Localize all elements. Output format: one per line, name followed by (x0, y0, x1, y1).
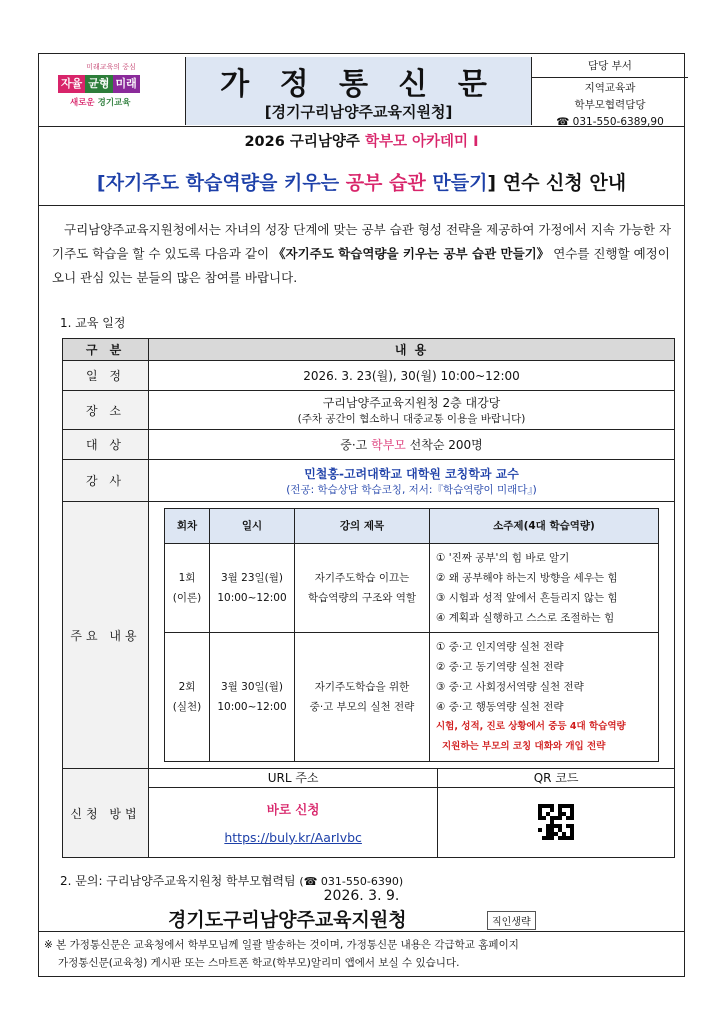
schedule-header-row (63, 339, 675, 361)
label-lecturer: 강 사 (63, 460, 149, 502)
intro-text2: 연수를 진행할 예정이오니 관심 있는 분들의 많은 참여를 바랍니다. (52, 246, 670, 285)
label-apply: 신청 방법 (63, 769, 149, 858)
row-place (63, 391, 675, 430)
org-name: [경기구리남양주교육지원청] (264, 103, 453, 121)
title-box (185, 57, 532, 125)
logo-slogan: 미래교육의 중심 (86, 63, 136, 71)
apply-url-link[interactable]: https://buly.kr/AarIvbc (224, 829, 362, 845)
lecturer-detail: (전공: 학습상담 학습코칭, 저서:『학습역량이 미래다』) (286, 483, 537, 496)
session2-kind: (실천) (172, 701, 202, 713)
logo-word-future: 미래 (113, 75, 140, 93)
session1-topic: ③ 시험과 성적 앞에서 흔들리지 않는 힘 (436, 592, 618, 604)
session-row-1 (165, 544, 659, 633)
label-content: 주요 내용 (63, 502, 149, 769)
qr-code[interactable] (538, 804, 574, 840)
value-date: 2026. 3. 23(월), 30(월) 10:00~12:00 (149, 361, 675, 391)
session2-time: 10:00~12:00 (217, 701, 287, 713)
lecturer-name: 민철홍-고려대학교 대학원 코칭학과 교수 (304, 466, 519, 481)
session1-no: 1회 (178, 572, 196, 584)
session1-topic: ② 왜 공부해야 하는지 방향을 세우는 힘 (436, 572, 618, 584)
session-header-row (165, 509, 659, 544)
session-header-title: 강의 제목 (295, 509, 430, 544)
session1-date: 3월 23일(월) (220, 572, 283, 584)
page-title: 가 정 통 신 문 (220, 67, 497, 102)
row-target (63, 430, 675, 460)
session2-topic: ③ 중·고 사회정서역량 실천 전략 (436, 681, 584, 693)
label-place: 장 소 (63, 391, 149, 430)
session2-topic: ④ 중·고 행동역량 실천 전략 (436, 701, 564, 713)
apply-subtable (149, 769, 674, 857)
session2-topic: ② 중·고 동기역량 실천 전략 (436, 661, 564, 673)
header-content: 내 용 (149, 339, 675, 361)
row-content (63, 502, 675, 769)
row-date (63, 361, 675, 391)
apply-qr-header: QR 코드 (438, 769, 674, 787)
label-target: 대 상 (63, 430, 149, 460)
target-pre: 중·고 (340, 438, 368, 452)
dept-label: 담당 부서 (588, 60, 632, 72)
dept-phone: 031-550-6389,90 (572, 116, 664, 128)
session2-topic: ① 중·고 인지역량 실천 전략 (436, 641, 564, 653)
headline-part1: 자기주도 학습역량을 키우는 (105, 172, 340, 194)
session2-no: 2회 (178, 681, 196, 693)
session-table (164, 508, 659, 762)
session1-time: 10:00~12:00 (217, 592, 287, 604)
session2-note1: 시험, 성적, 진로 상황에서 중등 4대 학습역량 (436, 721, 626, 732)
seal-omitted-stamp: 직인생략 (487, 911, 536, 930)
session2-note2: 지원하는 부모의 코칭 대화와 개입 전략 (442, 741, 606, 752)
row-apply (63, 769, 675, 858)
footer-note (44, 936, 680, 972)
intro-text1: 구리남양주교육지원청에서는 자녀의 성장 단계에 맞는 공부 습관 형성 전략을 제공하여 가정에서 지속 가능한 자기주도 학습을 할 수 있도록 다음과 같이 (52, 222, 672, 261)
intro-paragraph (52, 218, 680, 290)
headline-open: [ (96, 172, 106, 194)
issue-date: 2026. 3. 9. (323, 888, 400, 904)
phone-icon: ☎ (556, 116, 570, 128)
dept-info (538, 58, 682, 131)
place-note: (주차 공간이 협소하니 대중교통 이용을 바랍니다) (297, 413, 526, 425)
logo-sub-new: 새로운 (70, 98, 95, 108)
logo-sub-edu: 경기교육 (97, 98, 131, 108)
footer-note-line2: 가정통신문(교육청) 게시판 또는 스마트폰 학교(학부모)알리미 앱에서 보실 수 있습니다. (58, 957, 460, 969)
session1-title2: 학습역량의 구조와 역할 (307, 592, 417, 604)
session2-title2: 중·고 부모의 실천 전략 (309, 701, 415, 713)
footer-note-line1: ※ 본 가정통신문은 교육청에서 학부모님께 일괄 발송하는 것이며, 가정통신문 내용은 각급학교 홈페이지 (44, 939, 519, 951)
academy-prefix: 2026 구리남양주 (244, 134, 360, 150)
headline-divider (38, 205, 685, 206)
label-date: 일 정 (63, 361, 149, 391)
session2-date: 3월 30일(월) (220, 681, 283, 693)
schedule-table (62, 338, 675, 858)
session1-topic: ④ 계획과 실행하고 스스로 조절하는 힘 (436, 612, 615, 624)
academy-title (38, 130, 685, 151)
row-lecturer (63, 460, 675, 502)
session-header-no: 회차 (165, 509, 210, 544)
session1-kind: (이론) (172, 592, 202, 604)
academy-suffix: Ⅰ (473, 134, 479, 150)
headline-part3: 만들기 (432, 172, 488, 194)
logo-word-autonomy: 자율 (58, 75, 85, 93)
session1-title1: 자기주도학습 이끄는 (314, 572, 410, 584)
session-header-topics: 소주제(4대 학습역량) (430, 509, 659, 544)
target-highlight: 학부모 (371, 438, 406, 452)
contact-text: 2. 문의: 구리남양주교육지원청 학부모협력팀 (60, 874, 296, 888)
dept-team: 학부모협력담당 (574, 99, 646, 111)
intro-emphasis: 《자기주도 학습역량을 키우는 공부 습관 만들기》 (273, 246, 550, 261)
headline (38, 168, 685, 195)
apply-now-link[interactable]: 바로 신청 (266, 801, 320, 817)
session1-topic: ① '진짜 공부'의 힘 바로 알기 (436, 552, 570, 564)
logo-word-balance: 균형 (85, 75, 112, 93)
session-header-date: 일시 (210, 509, 295, 544)
value-place: 구리남양주교육지원청 2층 대강당 (322, 396, 501, 410)
signer-name: 경기도구리남양주교육지원청 (168, 909, 407, 931)
session-row-2 (165, 633, 659, 762)
contact-line (60, 872, 403, 889)
gyeonggi-education-logo (52, 62, 170, 122)
apply-url-header: URL 주소 (149, 769, 438, 787)
dept-office: 지역교육과 (584, 82, 636, 94)
academy-highlight: 학부모 아카데미 (364, 134, 469, 150)
header-category: 구 분 (63, 339, 149, 361)
headline-part2: 공부 습관 (345, 172, 426, 194)
headline-close: ] (487, 172, 497, 194)
contact-phone: (☎ 031-550-6390) (299, 875, 404, 888)
session2-title1: 자기주도학습을 위한 (314, 681, 410, 693)
headline-tail: 연수 신청 안내 (502, 172, 627, 194)
target-post: 선착순 200명 (409, 438, 483, 452)
section-schedule-heading: 1. 교육 일정 (60, 316, 126, 330)
